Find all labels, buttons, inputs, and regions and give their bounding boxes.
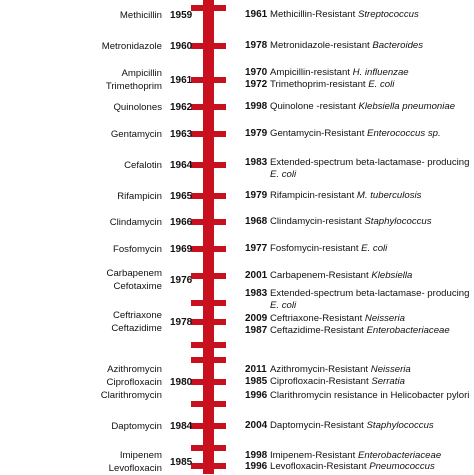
antibiotic-names	[107, 267, 170, 293]
introduction-entry	[0, 216, 196, 229]
resistance-entry	[245, 128, 473, 140]
resistance-description	[270, 101, 470, 113]
resistance-description	[270, 190, 470, 202]
introduction-entry	[0, 67, 196, 93]
antibiotic-names	[124, 159, 170, 172]
resistance-description	[270, 9, 470, 21]
introduction-year: 1969	[170, 243, 193, 255]
resistance-description	[270, 288, 470, 312]
timeline-tick	[191, 246, 226, 252]
timeline-tick	[191, 131, 226, 137]
introduction-entry	[0, 190, 196, 203]
introduction-year: 1965	[170, 190, 193, 202]
resistant-organism: H. influenzae	[352, 67, 409, 78]
introduction-year: 1978	[170, 316, 193, 328]
resistance-label: Carbapenem-Resistant	[270, 270, 372, 281]
resistance-entry	[245, 190, 473, 202]
resistance-year: 1983	[245, 157, 268, 168]
resistance-description	[270, 461, 470, 473]
antibiotic-name: Metronidazole	[101, 40, 162, 52]
resistance-label: Azithromycin-Resistant	[270, 364, 371, 375]
resistance-year: 1998	[245, 450, 268, 461]
antibiotic-name: Clarithromycin	[100, 389, 162, 401]
antibiotic-names	[113, 101, 170, 114]
antibiotic-name: Rifampicin	[117, 190, 162, 202]
antibiotic-name: Cefalotin	[124, 159, 162, 171]
resistance-label: Ampicillin-resistant	[270, 67, 353, 78]
introduction-entry	[0, 128, 196, 141]
resistance-description	[270, 67, 470, 79]
resistance-year: 1968	[245, 216, 268, 227]
resistance-year: 1979	[245, 128, 268, 139]
timeline-tick	[191, 342, 226, 348]
resistance-label: Extended-spectrum beta-lactamase- producing	[270, 288, 470, 299]
resistance-entry	[245, 9, 473, 21]
resistant-organism: Streptococcus	[357, 9, 419, 20]
resistance-entry	[245, 313, 473, 325]
introduction-entry	[0, 449, 196, 475]
introduction-year: 1959	[170, 9, 193, 21]
resistant-organism: Staphylococcus	[366, 420, 434, 431]
introduction-entry	[0, 243, 196, 256]
antibiotic-name: Azithromycin	[107, 363, 162, 375]
resistant-organism: Enterobacteriaceae	[357, 450, 442, 461]
resistance-label: Methicillin-Resistant	[270, 9, 358, 20]
introduction-entry	[0, 363, 196, 402]
antibiotic-name: Methicillin	[119, 9, 162, 21]
resistance-entry	[245, 376, 473, 388]
resistant-organism: Klebsiella	[371, 270, 413, 281]
resistance-entry	[245, 67, 473, 79]
antibiotic-names	[111, 420, 170, 433]
introduction-entry	[0, 101, 196, 114]
resistance-label: Ciprofloxacin-Resistant	[270, 376, 372, 387]
introduction-year: 1984	[170, 420, 193, 432]
timeline-tick	[191, 357, 226, 363]
antibiotic-name: Cefotaxime	[113, 281, 162, 292]
resistance-year: 1961	[245, 9, 268, 20]
introduction-year: 1962	[170, 101, 193, 113]
timeline-tick	[191, 379, 226, 385]
antibiotic-name: Ciprofloxacin	[106, 376, 162, 388]
resistant-organism: Enterobacteriaceae	[366, 325, 450, 336]
resistance-description	[270, 325, 470, 337]
resistance-label: Extended-spectrum beta-lactamase- producing	[270, 157, 470, 168]
resistance-year: 1978	[245, 40, 268, 51]
resistant-organism: E. coli	[270, 169, 297, 180]
resistance-description	[270, 313, 470, 325]
timeline-tick	[191, 463, 226, 469]
resistance-description	[270, 40, 470, 52]
resistance-entry	[245, 101, 473, 113]
resistance-description	[270, 128, 470, 140]
antibiotic-name: Gentamycin	[110, 128, 162, 140]
resistance-year: 1987	[245, 325, 268, 336]
timeline-tick	[191, 162, 226, 168]
timeline-tick	[191, 273, 226, 279]
antibiotic-name: Fosfomycin	[112, 243, 162, 255]
antibiotic-name: Clindamycin	[109, 216, 162, 228]
resistant-organism: Enterococcus sp.	[367, 128, 441, 139]
resistance-entry	[245, 420, 473, 432]
antibiotic-names	[101, 363, 170, 402]
resistance-entry	[245, 270, 473, 282]
resistance-entry	[245, 364, 473, 376]
resistance-label: Daptomycin-Resistant	[270, 420, 367, 431]
resistance-year: 1972	[245, 79, 268, 90]
resistance-entry	[245, 325, 473, 337]
resistance-year: 1998	[245, 101, 268, 112]
resistant-organism: E. coli	[368, 79, 395, 90]
resistance-entry	[245, 461, 473, 473]
introduction-entry	[0, 309, 196, 335]
resistance-label: Rifampicin-resistant	[270, 190, 357, 201]
antibiotic-names	[111, 309, 170, 335]
introduction-entry	[0, 9, 196, 22]
antibiotic-name: Imipenem	[119, 450, 162, 461]
timeline-tick	[191, 5, 226, 11]
resistance-year: 1996	[245, 461, 268, 472]
resistance-label: Clindamycin-resistant	[270, 216, 365, 227]
introduction-year: 1985	[170, 456, 193, 468]
resistance-entry	[245, 216, 473, 228]
timeline-tick	[191, 219, 226, 225]
resistance-label: Levofloxacin-Resistant	[270, 461, 370, 472]
resistance-entry	[245, 40, 473, 52]
antibiotic-name: Ceftazidime	[111, 323, 162, 334]
resistant-organism: Neisseria	[370, 364, 411, 375]
resistance-label: Quinolone -resistant	[270, 101, 359, 112]
introduction-entry	[0, 40, 196, 53]
antibiotic-name: Ceftriaxone	[112, 310, 162, 321]
resistant-organism: M. tuberculosis	[356, 190, 422, 201]
resistance-description	[270, 420, 470, 432]
resistance-label: Metronidazole-resistant	[270, 40, 373, 51]
timeline-tick	[191, 423, 226, 429]
introduction-entry	[0, 420, 196, 433]
introduction-year: 1964	[170, 159, 193, 171]
resistance-label: Trimethoprim-resistant	[270, 79, 369, 90]
timeline-tick	[191, 43, 226, 49]
resistance-year: 1977	[245, 243, 268, 254]
resistance-label: Ceftriaxone-Resistant	[270, 313, 365, 324]
resistance-year: 2011	[245, 364, 267, 375]
resistance-label: Gentamycin-Resistant	[270, 128, 368, 139]
resistance-entry	[245, 288, 473, 312]
resistant-organism: E. coli	[361, 243, 388, 254]
timeline-tick	[191, 300, 226, 306]
antibiotic-names	[102, 40, 170, 53]
resistant-organism: Pneumococcus	[369, 461, 435, 472]
resistance-year: 2009	[245, 313, 268, 324]
antibiotic-name: Quinolones	[113, 101, 162, 113]
resistant-organism: Neisseria	[364, 313, 405, 324]
antibiotic-names	[110, 216, 170, 229]
introduction-year: 1963	[170, 128, 193, 140]
resistance-year: 2001	[245, 270, 268, 281]
introduction-entry	[0, 267, 196, 293]
resistance-description	[270, 270, 470, 282]
resistance-entry	[245, 157, 473, 181]
timeline-tick	[191, 319, 226, 325]
introduction-year: 1960	[170, 40, 193, 52]
resistance-entry	[245, 79, 473, 91]
resistance-entry	[245, 390, 473, 402]
timeline-tick	[191, 445, 226, 451]
resistance-label: Clarithromycin resistance in Helicobacter pylori	[270, 390, 470, 401]
introduction-year: 1961	[170, 74, 193, 86]
timeline-tick	[191, 401, 226, 407]
resistance-description	[270, 243, 470, 255]
resistance-year: 1996	[245, 390, 268, 401]
antibiotic-names	[120, 9, 170, 22]
introduction-entry	[0, 159, 196, 172]
resistant-organism: Staphylococcus	[364, 216, 432, 227]
resistance-description	[270, 364, 470, 376]
antibiotic-name: Trimethoprim	[105, 81, 162, 92]
antibiotic-names	[111, 128, 170, 141]
resistance-year: 1979	[245, 190, 268, 201]
resistance-year: 1983	[245, 288, 268, 299]
introduction-year: 1980	[170, 376, 193, 388]
resistance-label: Fosfomycin-resistant	[270, 243, 362, 254]
resistance-description	[270, 376, 470, 388]
timeline-tick	[191, 104, 226, 110]
resistant-organism: E. coli	[270, 300, 297, 311]
resistance-year: 1970	[245, 67, 268, 78]
timeline-tick	[191, 193, 226, 199]
antibiotic-names	[109, 449, 170, 475]
resistance-entry	[245, 243, 473, 255]
resistance-description	[270, 157, 470, 181]
introduction-year: 1966	[170, 216, 193, 228]
resistance-year: 1985	[245, 376, 268, 387]
resistance-description	[270, 79, 470, 91]
timeline-tick	[191, 77, 226, 83]
resistant-organism: Serratia	[371, 376, 405, 387]
antibiotic-names	[117, 190, 170, 203]
resistance-label: Ceftazidime-Resistant	[270, 325, 367, 336]
resistance-year: 2004	[245, 420, 268, 431]
resistance-description	[270, 216, 470, 228]
resistance-label: Imipenem-Resistant	[270, 450, 358, 461]
antibiotic-name: Levofloxacin	[108, 463, 162, 474]
resistant-organism: Bacteroides	[372, 40, 424, 51]
antibiotic-name: Ampicillin	[121, 68, 162, 79]
resistant-organism: Klebsiella pneumoniae	[358, 101, 456, 112]
antibiotic-names	[113, 243, 170, 256]
antibiotic-names	[106, 67, 170, 93]
introduction-year: 1976	[170, 274, 193, 286]
antibiotic-name: Carbapenem	[106, 268, 162, 279]
antibiotic-name: Daptomycin	[111, 420, 162, 432]
resistance-description	[270, 390, 470, 402]
